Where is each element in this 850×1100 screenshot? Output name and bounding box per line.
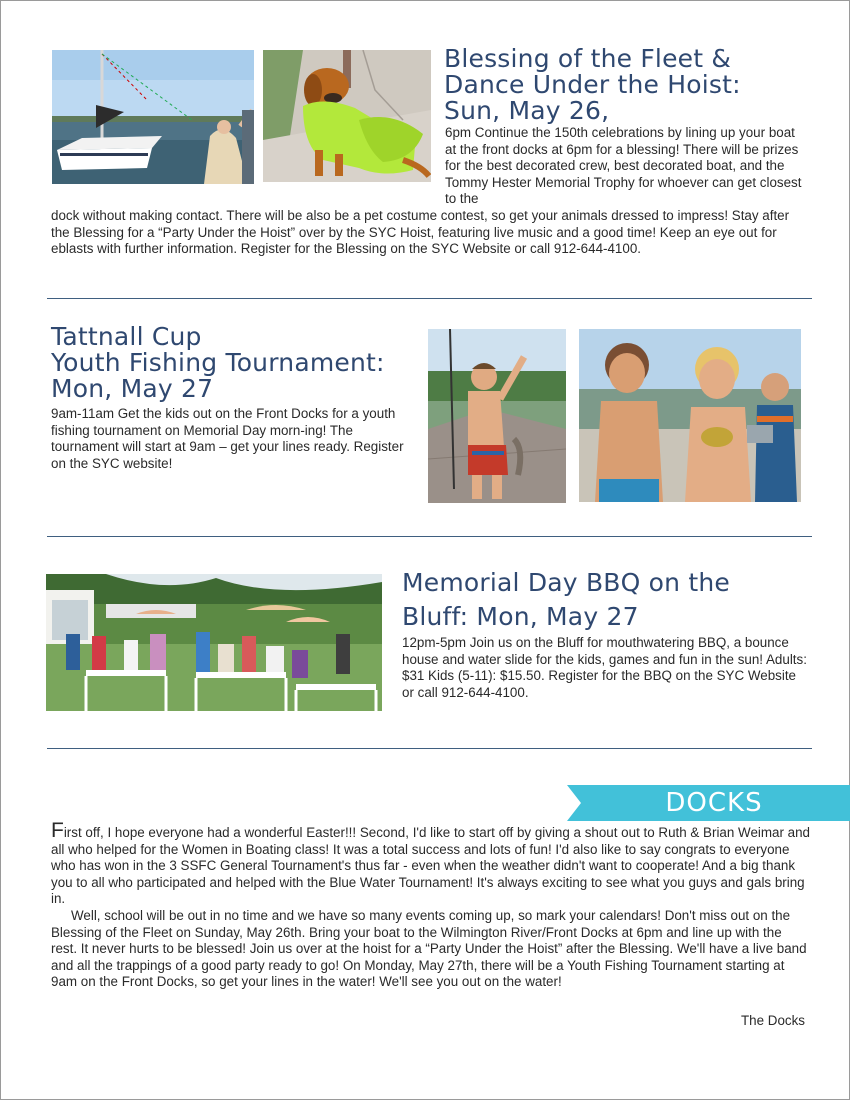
- tattnall-title-line: Youth Fishing Tournament:: [51, 348, 385, 377]
- docks-paragraph: [51, 819, 811, 908]
- blessing-title-line: Dance Under the Hoist:: [444, 70, 741, 99]
- blessing-text-wide: dock without making contact. There will be also be a pet costume contest, so get your animals dressed to impress! Stay after the Blessing for a “Party Under the Hoist” over by the SYC Hoist, featuring live music and a good time! Keep an eye out for eblasts with further information. Register for the Blessing on the SYC Website or call 912-644-4100.: [51, 208, 790, 257]
- drop-cap: F: [51, 819, 64, 842]
- docks-paragraph-1: irst off, I hope everyone had a wonderful Easter!!! Second, I'd like to start off by giving a shout out to Ruth & Brian Weimar and all who helped for the Women in Boating class! It was a total success and lots of fun! I'd also like to say congrats to everyone who has won in the 3 SSFC General Tournament's thus far - even when the weather didn't want to cooperate! And a big thank you to all who participated and helped with the Blue Water Tournament! It's always exciting to see what you guys and gals bring in.: [51, 825, 810, 907]
- section-divider: [47, 536, 812, 537]
- bbq-title-line: Memorial Day BBQ on the: [402, 568, 730, 597]
- dog-costume-photo: [263, 50, 431, 182]
- docks-article: [51, 819, 811, 991]
- bbq-on-bluff-photo: [46, 574, 382, 711]
- tattnall-title: [51, 324, 421, 402]
- boy-with-fishing-rod-photo: [428, 329, 566, 503]
- docks-paragraph-2: Well, school will be out in no time and we have so many events coming up, so mark your calendars! Don't miss out on the Blessing of the Fleet on Sunday, May 26th. Bring your boat to the Wilmington River/Front Docks at 6pm and line up with the rest. It never hurts to be blessed! Join us over at the hoist for a “Party Under the Hoist” after the Blessing. We'll have a live band and all the trappings of a good party ready to go! On Monday, May 27th, there will be a Youth Fishing Tournament starting at 9am on the Front Docks, so get your lines in the water! We'll see you out on the water!: [51, 907, 807, 990]
- docks-signature: The Docks: [741, 1013, 805, 1028]
- tattnall-title-line: Tattnall Cup: [51, 322, 202, 351]
- tattnall-title-line: Mon, May 27: [51, 374, 214, 403]
- blessing-text-narrow: 6pm Continue the 150th celebrations by lining up your boat at the front docks at 6pm for a blessing! There will be prizes for the best decorated crew, best decorated boat, and the Tommy Hester Memorial Trophy for whoever can get closest to the: [445, 125, 802, 207]
- section-divider: [47, 298, 812, 299]
- section-divider: [47, 748, 812, 749]
- blessing-title-line: Sun, May 26,: [444, 96, 610, 125]
- kids-holding-fish-photo: [579, 329, 801, 502]
- docks-heading: DOCKS: [665, 788, 763, 818]
- sailboat-blessing-photo: [52, 50, 254, 184]
- blessing-title: [444, 46, 844, 124]
- bbq-text: 12pm-5pm Join us on the Bluff for mouthwatering BBQ, a bounce house and water slide for the kids, games and fun in the sun! Adults: $31 Kids (5-11): $15.50. Register for the BBQ on the SYC Website or call 912-644-4100.: [402, 635, 807, 700]
- tattnall-text: 9am-11am Get the kids out on the Front Docks for a youth fishing tournament on Memorial Day morn-ing! The tournament will start at 9am – get your lines ready. Register on the SYC website!: [51, 406, 404, 471]
- bbq-title-line: Bluff: Mon, May 27: [402, 602, 639, 631]
- blessing-title-line: Blessing of the Fleet &: [444, 44, 732, 73]
- bbq-title: [402, 566, 822, 634]
